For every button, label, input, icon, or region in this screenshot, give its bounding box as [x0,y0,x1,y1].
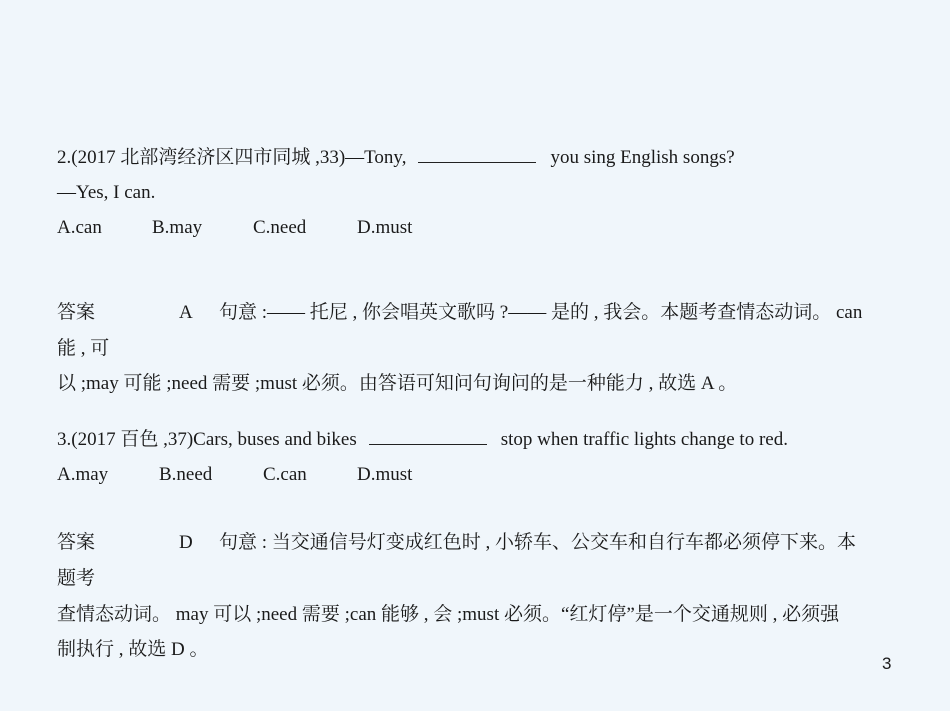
question-2-option-a: A.can [57,217,102,238]
question-3-stem-before: 3.(2017 百色 ,37)Cars, buses and bikes [57,429,357,450]
answer-3-line-3: 查情态动词。 may 可以 ;need 需要 ;can 能够 , 会 ;must 必须。“红灯停”是一个交通规则 , 必须强 [57,604,840,625]
question-3-option-d: D.must [357,464,413,485]
answer-3-line-1 [57,531,856,555]
question-3-options [57,463,412,487]
question-3-stem [57,428,788,452]
answer-3-key: D [179,532,193,553]
question-2-options [57,216,412,240]
question-3-option-b: B.need [159,464,213,485]
question-2-stem-after: you sing English songs? [550,147,735,168]
answer-3-line-4: 制执行 , 故选 D 。 [57,639,209,660]
answer-3-label: 答案 [57,532,96,553]
question-2-stem-before: 2.(2017 北部湾经济区四市同城 ,33)—Tony, [57,147,407,168]
question-2-stem [57,146,735,170]
page-number: 3 [882,654,892,673]
answer-3-line-2: 题考 [57,568,96,589]
answer-2-line-1 [57,301,862,325]
question-3-option-a: A.may [57,464,109,485]
question-2-option-d: D.must [357,217,413,238]
question-2-blank [418,146,536,163]
question-3-stem-after: stop when traffic lights change to red. [500,429,788,450]
question-3-option-c: C.can [263,464,307,485]
answer-2-label: 答案 [57,302,96,323]
answer-2-line-2: 能 , 可 [57,338,110,359]
answer-3-explanation-1: 句意 : 当交通信号灯变成红色时 , 小轿车、公交车和自行车都必须停下来。本 [219,532,857,553]
question-3-blank [369,428,487,445]
question-2-option-b: B.may [152,217,203,238]
question-2-reply: —Yes, I can. [57,182,156,203]
answer-2-line-3: 以 ;may 可能 ;need 需要 ;must 必须。由答语可知问句询问的是一种能力 , 故选 A 。 [57,373,738,394]
answer-2-key: A [179,302,193,323]
question-2-option-c: C.need [253,217,307,238]
answer-2-explanation-1: 句意 :—— 托尼 , 你会唱英文歌吗 ?—— 是的 , 我会。本题考查情态动词。 can [219,302,863,323]
